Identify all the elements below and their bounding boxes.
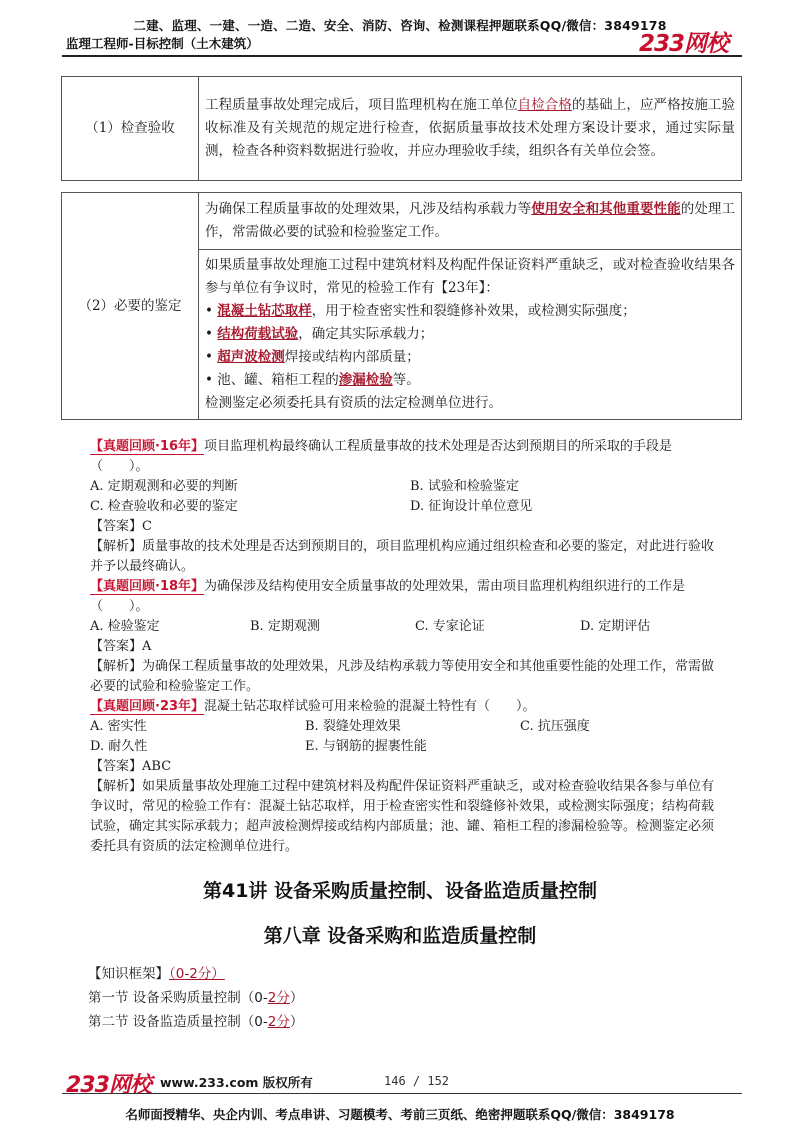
analysis-line: 【解析】如果质量事故处理施工过程中建筑材料及构配件保证资料严重缺乏，或对检查验收结果各参与单位有争议时，常见的检验工作有：混凝土钻芯取样，用于检查密实性和裂缝修补效果，或检测实际强度；结构荷载试验，确定其实际承载力；超声波检测焊接或结构内部质量；池、罐、箱柜工程的渗漏检验等。检测鉴定必须委托具有资质的法定检测单位进行。	[90, 779, 715, 854]
bullet-item: • 超声波检测焊接或结构内部质量；	[205, 349, 420, 365]
inspection-table	[61, 76, 742, 181]
option-d: D. 征询设计单位意见	[410, 499, 533, 514]
option-d: D. 耐久性	[90, 739, 148, 754]
footer-site: www.233.com 版权所有	[160, 1075, 313, 1090]
option-b: B. 定期观测	[250, 619, 320, 634]
answer-line: 【答案】A	[90, 639, 152, 654]
framework-title: 【知识框架】（0-2分）	[88, 966, 225, 982]
chapter-heading: 第八章 设备采购和监造质量控制	[263, 925, 537, 947]
option-d: D. 定期评估	[580, 619, 651, 634]
option-a: A. 检验鉴定	[90, 619, 160, 634]
framework-item-1: 第一节 设备采购质量控制（0-2分）	[88, 990, 304, 1006]
appraisal-row2	[199, 250, 742, 420]
analysis-line: 【解析】为确保工程质量事故的处理效果，凡涉及结构承载力等使用安全和其他重要性能的处理工作，常需做必要的试验和检验鉴定工作。	[90, 659, 715, 694]
highlight-self-check: 自检合格	[517, 97, 572, 113]
option-e: E. 与钢筋的握裹性能	[305, 739, 427, 754]
appraisal-intro: 如果质量事故处理施工过程中建筑材料及构配件保证资料严重缺乏，或对检查验收结果各参与单位有争议时，常见的检验工作有【23年】：	[205, 257, 735, 296]
question-16	[90, 437, 716, 577]
question-stem: 【真题回顾·23年】混凝土钻芯取样试验可用来检验的混凝土特性有（ ）。	[90, 699, 536, 714]
highlight-load-test: 结构荷载试验	[217, 326, 299, 342]
question-tag: 【真题回顾·16年】	[90, 439, 205, 454]
question-tag: 【真题回顾·23年】	[90, 699, 205, 714]
option-c: C. 专家论证	[415, 619, 485, 634]
appraisal-table	[61, 192, 742, 420]
question-18	[90, 577, 716, 697]
footer-divider	[62, 1093, 742, 1094]
page-number: 146 / 152	[384, 1074, 450, 1088]
appraisal-row1: 为确保工程质量事故的处理效果，凡涉及结构承载力等使用安全和其他重要性能的处理工作，常需做必要的试验和检验鉴定工作。	[199, 193, 742, 250]
question-23	[90, 697, 716, 857]
option-a: A. 定期观测和必要的判断	[90, 479, 238, 494]
header-divider	[62, 55, 742, 57]
lecture-heading: 第41讲 设备采购质量控制、设备监造质量控制	[202, 880, 598, 902]
knowledge-framework	[88, 962, 303, 1034]
footer-logo: 233网校	[66, 1073, 151, 1098]
bullet-item: • 池、罐、箱柜工程的渗漏检验等。	[205, 372, 420, 388]
footer-promo: 名师面授精华、央企内训、考点串讲、习题模考、考前三页纸、绝密押题联系QQ/微信：3849178	[125, 1107, 675, 1122]
answer-value: C	[142, 519, 152, 534]
answer-line: 【答案】ABC	[90, 759, 172, 774]
highlight-ultrasonic: 超声波检测	[217, 349, 285, 365]
question-tag: 【真题回顾·18年】	[90, 579, 205, 594]
answer-value: A	[142, 639, 152, 654]
inspection-label: （1）检查验收	[62, 77, 199, 181]
header-promo: 二建、监理、一建、一造、二造、安全、消防、咨询、检测课程押题联系QQ/微信：3849178	[133, 18, 667, 33]
inspection-text: 工程质量事故处理完成后，项目监理机构在施工单位自检合格的基础上，应严格按施工验收标准及有关规范的规定进行检查，依据质量事故技术处理方案设计要求，通过实际量测，检查各种资料数据进行验收，并应办理验收手续，组织各有关单位会签。	[199, 77, 742, 181]
option-b: B. 试验和检验鉴定	[410, 479, 519, 494]
appraisal-label: （2）必要的鉴定	[62, 193, 199, 420]
question-stem: 【真题回顾·16年】项目监理机构最终确认工程质量事故的技术处理是否达到预期目的所采取的手段是（ ）。	[90, 439, 673, 474]
analysis-line: 【解析】质量事故的技术处理是否达到预期目的，项目监理机构应通过组织检查和必要的鉴定，对此进行验收并予以最终确认。	[90, 539, 715, 574]
answer-line: 【答案】C	[90, 519, 152, 534]
option-c: C. 检查验收和必要的鉴定	[90, 499, 238, 514]
option-a: A. 密实性	[90, 719, 147, 734]
appraisal-end: 检测鉴定必须委托具有资质的法定检测单位进行。	[205, 395, 502, 411]
bullet-item: • 混凝土钻芯取样，用于检查密实性和裂缝修补效果，或检测实际强度；	[205, 303, 636, 319]
option-b: B. 裂缝处理效果	[305, 719, 401, 734]
question-stem: 【真题回顾·18年】为确保涉及结构使用安全质量事故的处理效果，需由项目监理机构组织进行的工作是（ ）。	[90, 579, 686, 614]
bullet-item: • 结构荷载试验，确定其实际承载力；	[205, 326, 434, 342]
option-c: C. 抗压强度	[520, 719, 590, 734]
highlight-safety: 使用安全和其他重要性能	[531, 201, 681, 217]
highlight-leak-test: 渗漏检验	[338, 372, 393, 388]
brand-logo: 233网校	[638, 31, 728, 57]
answer-value: ABC	[142, 759, 172, 774]
highlight-core-sampling: 混凝土钻芯取样	[217, 303, 312, 319]
framework-item-2: 第二节 设备监造质量控制（0-2分）	[88, 1014, 304, 1030]
framework-points: （0-2分）	[169, 966, 225, 982]
header-subtitle: 监理工程师-目标控制（土木建筑）	[66, 36, 259, 51]
